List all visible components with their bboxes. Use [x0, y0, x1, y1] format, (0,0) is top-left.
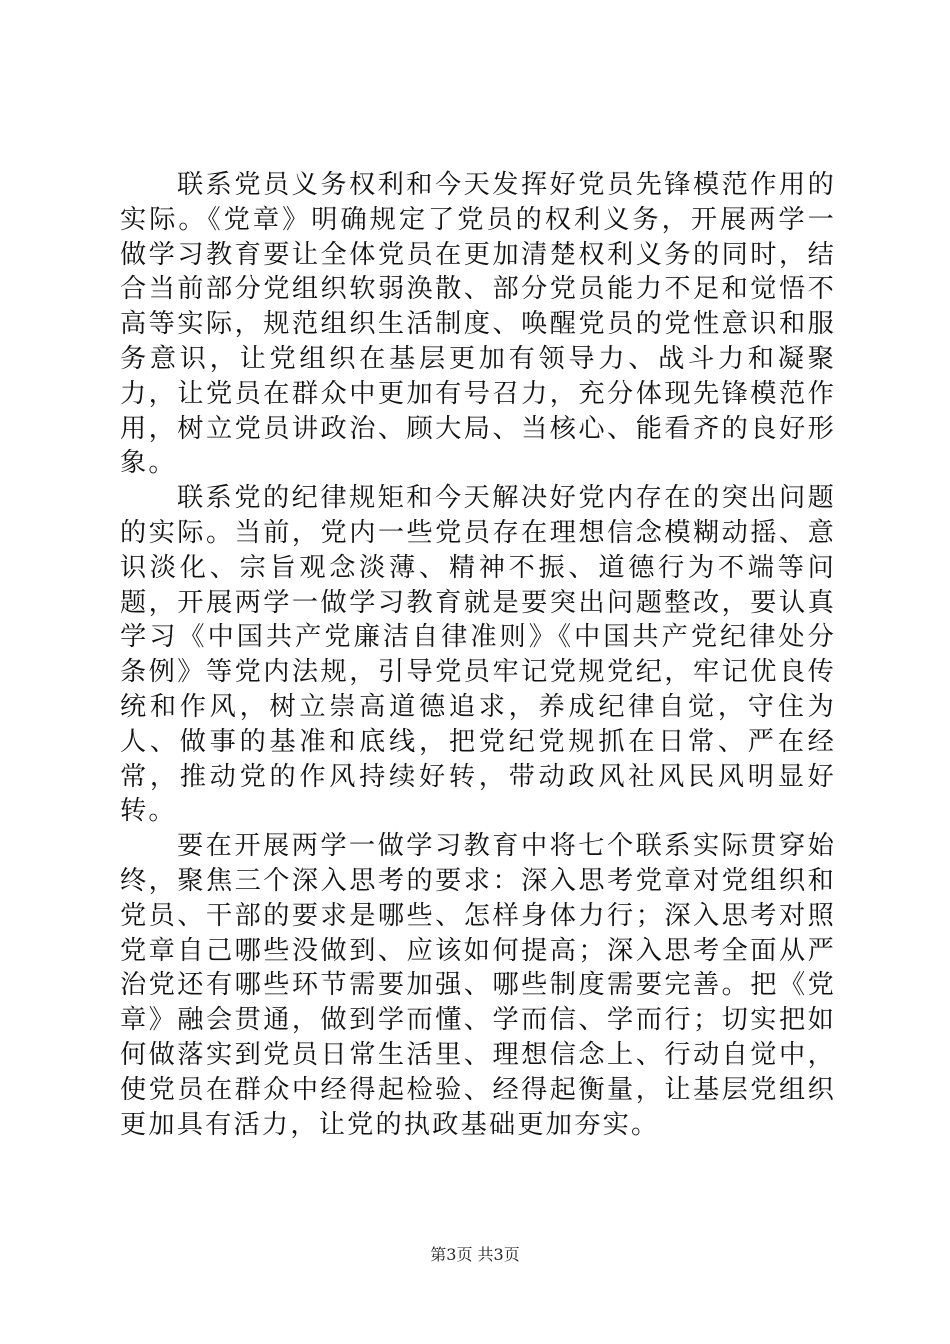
- page-number-footer: 第3页 共3页: [430, 1245, 520, 1264]
- paragraph-1: 联系党员义务权利和今天发挥好党员先锋模范作用的实际。《党章》明确规定了党员的权利义务，开展两学一做学习教育要让全体党员在更加清楚权利义务的同时，结合当前部分党组织软弱涣散、部分党员能力不足和觉悟不高等实际，规范组织生活制度、唤醒党员的党性意识和服务意识，让党组织在基层更加有领导力、战斗力和凝聚力，让党员在群众中更加有号召力，充分体现先锋模范作用，树立党员讲政治、顾大局、当核心、能看齐的良好形象。: [120, 170, 836, 479]
- paragraph-3: 要在开展两学一做学习教育中将七个联系实际贯穿始终，聚焦三个深入思考的要求：深入思考党章对党组织和党员、干部的要求是哪些、怎样身体力行；深入思考对照党章自己哪些没做到、应该如何提高；深入思考全面从严治党还有哪些环节需要加强、哪些制度需要完善。把《党章》融会贯通，做到学而懂、学而信、学而行；切实把如何做落实到党员日常生活里、理想信念上、行动自觉中，使党员在群众中经得起检验、经得起衡量，让基层党组织更加具有活力，让党的执政基础更加夯实。: [120, 831, 836, 1140]
- document-body: [120, 168, 836, 1142]
- paragraph-2: 联系党的纪律规矩和今天解决好党内存在的突出问题的实际。当前，党内一些党员存在理想信念模糊动摇、意识淡化、宗旨观念淡薄、精神不振、道德行为不端等问题，开展两学一做学习教育就是要突出问题整改，要认真学习《中国共产党廉洁自律准则》《中国共产党纪律处分条例》等党内法规，引导党员牢记党规党纪，牢记优良传统和作风，树立崇高道德追求，养成纪律自觉，守住为人、做事的基准和底线，把党纪党规抓在日常、严在经常，推动党的作风持续好转，带动政风社风民风明显好转。: [120, 483, 836, 827]
